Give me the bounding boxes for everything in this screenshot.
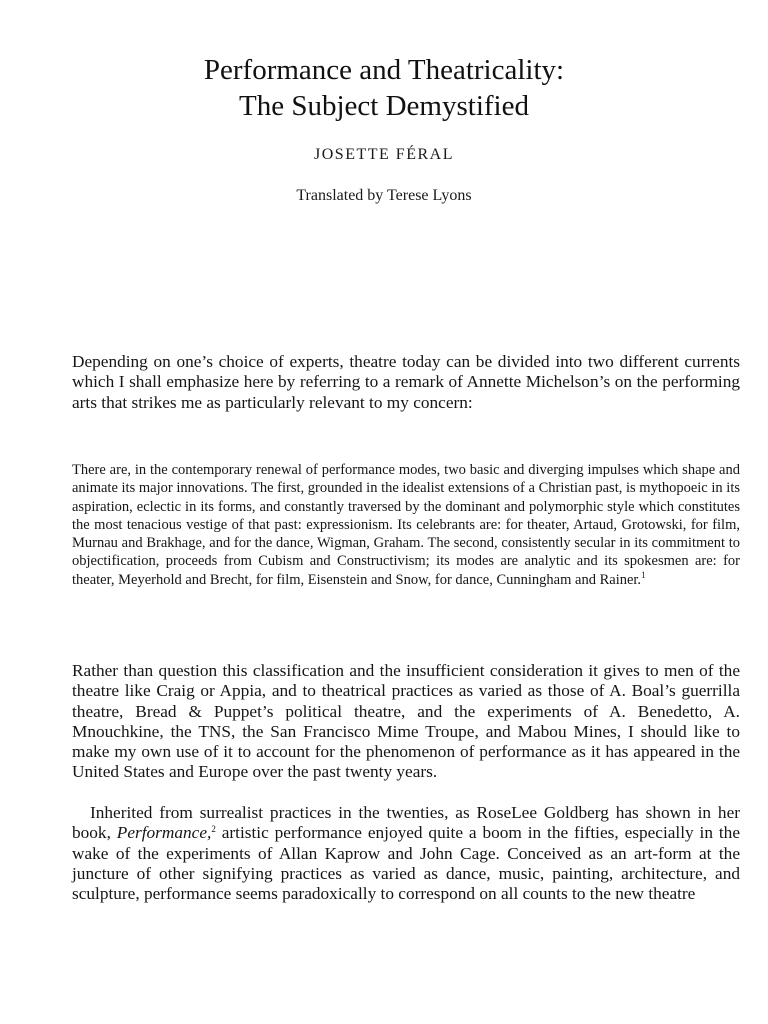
footnote-marker-1: 1 [641,569,646,580]
article-title-line-2: The Subject Demystified [239,90,529,122]
block-quote [72,461,740,589]
author-name: JOSETTE FÉRAL [314,146,454,163]
quote-text: There are, in the contemporary renewal of performance modes, two basic and diverging impulses which shape and animate its major innovations. The first, grounded in the idealist extensions of a Christian past, is mythopoeic in its aspiration, eclectic in its forms, and constantly traversed by the dominant and polymorphic style which constitutes the most tenacious vestige of that past: expressionism. Its celebrants are: for theater, Artaud, Grotowski, for film, Murnau and Brakhage, and for the dance, Wigman, Graham. The second, consistently secular in its commitment to objectification, proceeds from Cubism and Constructivism; its modes are analytic and its spokesmen are: for theater, Meyerhold and Brecht, for film, Eisenstein and Snow, for dance, Cunningham and Rainer. [72,462,740,588]
paragraph-3-start: Inherited from surrealist practices in the twenties, as RoseLee Goldberg has shown in her book, [72,803,740,843]
article-header [0,52,768,205]
paragraph-3-rest: artistic performance enjoyed quite a boom in the fifties, especially in the wake of the experiments of Allan Kaprow and John Cage. Conceived as an art-form at the juncture of other signifying practices as varied as dance, music, painting, architecture, and sculpture, performance seems paradoxically to correspond on all counts to the new theatre [72,823,740,904]
footnote-marker-2: 2 [211,824,216,835]
body-paragraph-3 [72,803,740,904]
book-title: Performance, [116,823,212,843]
article-title-line-1: Performance and Theatricality: [203,54,565,86]
body-paragraph-1: Depending on one’s choice of experts, theatre today can be divided into two different currents which I shall emphasize here by referring to a remark of Annette Michelson’s on the performing arts that strikes me as particularly relevant to my concern: [72,352,740,412]
translator-credit: Translated by Terese Lyons [296,187,472,204]
body-paragraph-2: Rather than question this classification and the insufficient consideration it gives to men of the theatre like Craig or Appia, and to theatrical practices as varied as those of A. Boal’s guerrilla theatre, Bread & Puppet’s political theatre, and the experiments of A. Benedetto, A. Mnouchkine, the TNS, the San Francisco Mime Troupe, and Mabou Mines, I should like to make my own use of it to account for the phenomenon of performance as it has appeared in the United States and Europe over the past twenty years. [72,661,740,782]
